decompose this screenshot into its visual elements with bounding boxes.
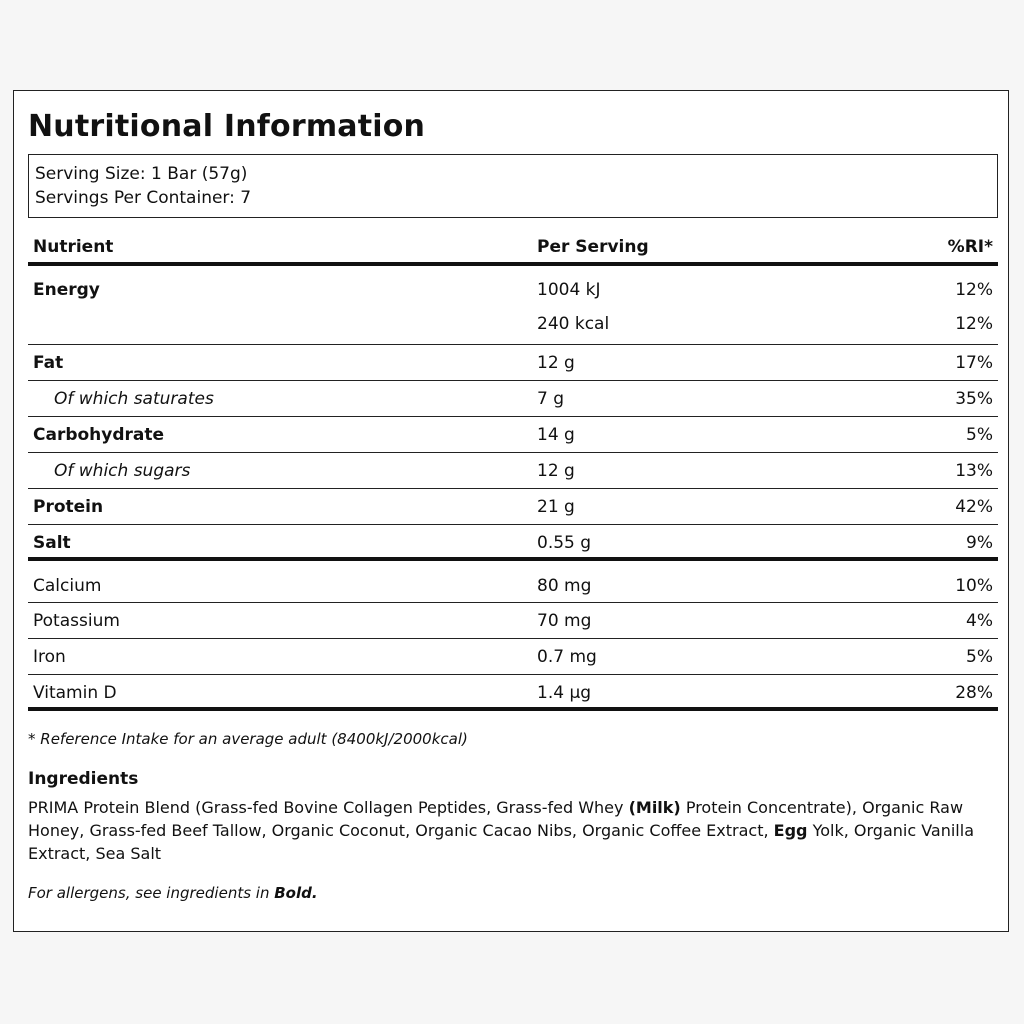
table-row-calcium xyxy=(28,561,998,603)
nutrient-name: Of which saturates xyxy=(54,389,214,409)
nutrient-name: Protein xyxy=(33,497,104,517)
allergen-note xyxy=(28,882,318,904)
nutrient-value: 21 g xyxy=(537,497,575,517)
nutrient-name: Calcium xyxy=(33,576,102,596)
nutrient-ri: 42% xyxy=(955,497,993,517)
nutrient-value: 0.7 mg xyxy=(537,647,597,667)
ingredients-text xyxy=(28,796,996,865)
nutrient-value: 14 g xyxy=(537,425,575,445)
allergen-note-bold: Bold. xyxy=(274,884,318,902)
nutrition-panel xyxy=(13,90,1009,932)
header-nutrient: Nutrient xyxy=(33,237,114,257)
nutrient-value: 12 g xyxy=(537,461,575,481)
nutrient-name: Salt xyxy=(33,533,71,553)
table-row-salt xyxy=(28,525,998,561)
table-row-carbohydrate xyxy=(28,417,998,453)
header-per-serving: Per Serving xyxy=(537,237,649,257)
energy-label: Energy xyxy=(33,280,100,300)
serving-size: Serving Size: 1 Bar (57g) xyxy=(35,164,248,184)
header-ri: %RI* xyxy=(947,237,993,257)
allergen-note-text: For allergens, see ingredients in xyxy=(28,884,275,902)
servings-per-container: Servings Per Container: 7 xyxy=(35,188,252,208)
serving-info-box xyxy=(28,154,998,218)
nutrient-ri: 17% xyxy=(955,353,993,373)
energy-kcal: 240 kcal xyxy=(537,314,610,334)
nutrient-value: 0.55 g xyxy=(537,533,592,553)
nutrient-name: Iron xyxy=(33,647,66,667)
nutrient-name: Vitamin D xyxy=(33,683,117,703)
ingredients-part-1: PRIMA Protein Blend (Grass-fed Bovine Collagen Peptides, Grass-fed Whey xyxy=(28,798,629,817)
nutrition-table xyxy=(28,230,998,711)
table-row-saturates xyxy=(28,381,998,417)
nutrient-ri: 28% xyxy=(955,683,993,703)
allergen-egg: Egg xyxy=(773,821,808,840)
nutrient-value: 70 mg xyxy=(537,611,592,631)
table-row-energy xyxy=(28,266,998,345)
nutrient-value: 80 mg xyxy=(537,576,592,596)
nutrient-name: Fat xyxy=(33,353,64,373)
page-title: Nutritional Information xyxy=(28,109,426,144)
nutrient-name: Of which sugars xyxy=(54,461,191,481)
table-row-sugars xyxy=(28,453,998,489)
reference-intake-footnote: * Reference Intake for an average adult (8400kJ/2000kcal) xyxy=(28,730,468,748)
ingredients-heading: Ingredients xyxy=(28,769,139,789)
energy-kj-ri: 12% xyxy=(955,280,993,300)
nutrient-name: Carbohydrate xyxy=(33,425,165,445)
nutrient-value: 1.4 µg xyxy=(537,683,592,703)
nutrient-ri: 5% xyxy=(966,647,993,667)
table-row-protein xyxy=(28,489,998,525)
nutrient-ri: 4% xyxy=(966,611,993,631)
ingredients-part-3: Yolk, Organic Vanilla Extract, Sea Salt xyxy=(28,821,974,863)
nutrient-ri: 5% xyxy=(966,425,993,445)
nutrient-ri: 13% xyxy=(955,461,993,481)
table-row-iron xyxy=(28,639,998,675)
nutrient-value: 12 g xyxy=(537,353,575,373)
table-row-potassium xyxy=(28,603,998,639)
nutrient-ri: 10% xyxy=(955,576,993,596)
nutrient-value: 7 g xyxy=(537,389,565,409)
ingredients-part-2: Protein Concentrate), Organic Raw Honey, Grass-fed Beef Tallow, Organic Coconut, Organic Cacao Nibs, Organic Coffee Extract, xyxy=(28,798,964,840)
nutrient-name: Potassium xyxy=(33,611,120,631)
energy-kcal-ri: 12% xyxy=(955,314,993,334)
table-row-vitamin-d xyxy=(28,675,998,711)
nutrient-ri: 35% xyxy=(955,389,993,409)
energy-kj: 1004 kJ xyxy=(537,280,601,300)
table-header-row xyxy=(28,230,998,266)
table-row-fat xyxy=(28,345,998,381)
allergen-milk: (Milk) xyxy=(628,798,681,817)
nutrient-ri: 9% xyxy=(966,533,993,553)
